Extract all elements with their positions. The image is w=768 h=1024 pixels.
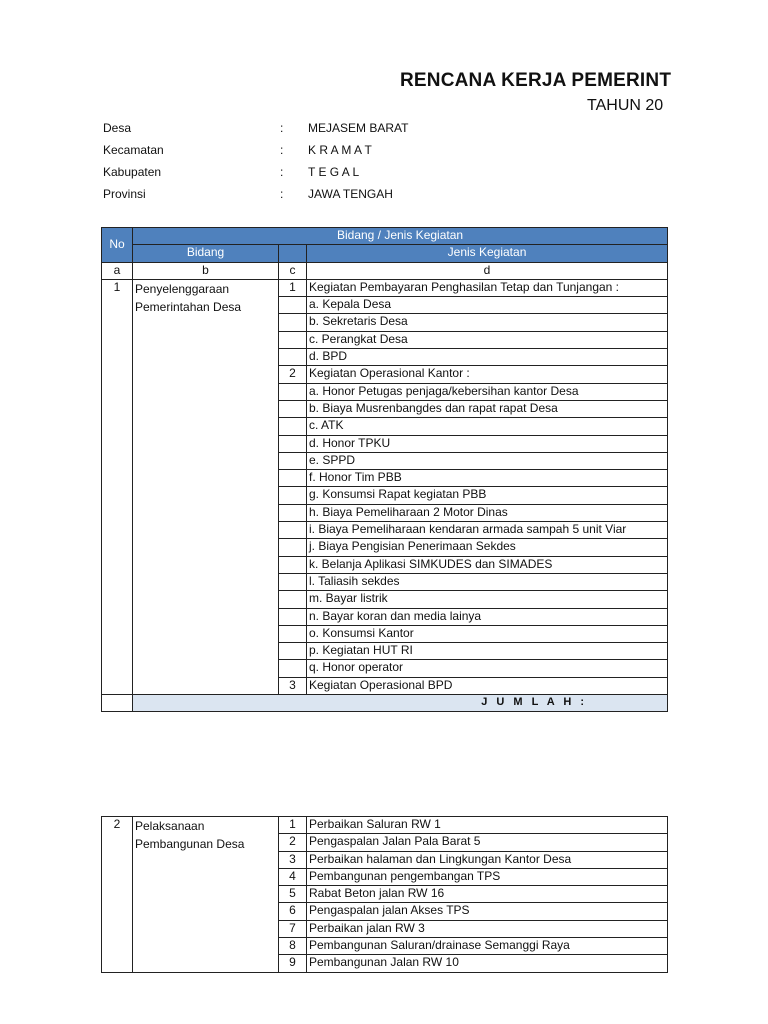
activity-name: Pengaspalan Jalan Pala Barat 5 [307,834,668,851]
meta-separator: : [280,187,284,201]
meta-label: Desa [103,121,132,135]
activity-number [279,660,307,677]
activity-number [279,487,307,504]
activity-number [279,643,307,660]
activity-number [279,418,307,435]
activity-number: 1 [279,279,307,296]
activity-number [279,556,307,573]
activity-name: Kegiatan Pembayaran Penghasilan Tetap dan Tunjangan : [307,279,668,296]
activity-number [279,608,307,625]
activity-name: c. Perangkat Desa [307,331,668,348]
activity-number: 8 [279,938,307,955]
activity-name: Perbaikan Saluran RW 1 [307,817,668,834]
activity-name: Pembangunan pengembangan TPS [307,868,668,885]
activity-name: p. Kegiatan HUT RI [307,643,668,660]
activity-number [279,522,307,539]
activity-name: m. Bayar listrik [307,591,668,608]
activity-name: q. Honor operator [307,660,668,677]
activity-number: 2 [279,366,307,383]
table-row [102,817,668,834]
row-number: 1 [102,279,133,694]
meta-value: T E G A L [308,165,360,179]
activity-name: Pembangunan Saluran/drainase Semanggi Raya [307,938,668,955]
activity-name: Perbaikan jalan RW 3 [307,920,668,937]
activity-number [279,435,307,452]
jumlah-label: J U M L A H : [133,695,668,712]
activity-number: 9 [279,955,307,972]
activity-number: 4 [279,868,307,885]
activity-name: n. Bayar koran dan media lainya [307,608,668,625]
activity-name: Kegiatan Operasional Kantor : [307,366,668,383]
activity-number [279,297,307,314]
header-group: Bidang / Jenis Kegiatan [133,228,668,245]
activity-name: l. Taliasih sekdes [307,573,668,590]
meta-value: JAWA TENGAH [308,187,393,201]
activity-name: a. Honor Petugas penjaga/kebersihan kantor Desa [307,383,668,400]
meta-value: K R A M A T [308,143,372,157]
activity-number: 6 [279,903,307,920]
meta-separator: : [280,121,284,135]
activity-number [279,400,307,417]
activity-number: 3 [279,677,307,694]
meta-separator: : [280,143,284,157]
bidang-name: Penyelenggaraan Pemerintahan Desa [133,279,279,694]
letter-d: d [307,262,668,279]
activity-number [279,452,307,469]
activity-name: f. Honor Tim PBB [307,470,668,487]
activity-table-section-2 [101,816,668,973]
activity-name: e. SPPD [307,452,668,469]
activity-number [279,383,307,400]
activity-number [279,349,307,366]
jumlah-blank [102,695,133,712]
meta-value: MEJASEM BARAT [308,121,409,135]
activity-number [279,504,307,521]
table-row [102,279,668,296]
activity-name: Rabat Beton jalan RW 16 [307,886,668,903]
activity-number [279,539,307,556]
meta-label: Provinsi [103,187,146,201]
activity-number: 3 [279,851,307,868]
activity-name: g. Konsumsi Rapat kegiatan PBB [307,487,668,504]
activity-number [279,573,307,590]
meta-separator: : [280,165,284,179]
bidang-name: Pelaksanaan Pembangunan Desa [133,817,279,973]
row-number: 2 [102,817,133,973]
activity-number: 7 [279,920,307,937]
activity-name: b. Biaya Musrenbangdes dan rapat rapat Desa [307,400,668,417]
activity-name: a. Kepala Desa [307,297,668,314]
activity-number [279,470,307,487]
activity-number [279,331,307,348]
activity-name: h. Biaya Pemeliharaan 2 Motor Dinas [307,504,668,521]
activity-name: j. Biaya Pengisian Penerimaan Sekdes [307,539,668,556]
activity-number: 5 [279,886,307,903]
activity-number [279,314,307,331]
meta-label: Kecamatan [103,143,164,157]
activity-name: Pembangunan Jalan RW 10 [307,955,668,972]
header-jenis: Jenis Kegiatan [307,245,668,262]
activity-number [279,591,307,608]
activity-name: Pengaspalan jalan Akses TPS [307,903,668,920]
document-subtitle: TAHUN 20 [587,97,664,114]
header-bidang: Bidang [133,245,279,262]
document-title: RENCANA KERJA PEMERINT [400,70,672,91]
meta-label: Kabupaten [103,165,162,179]
header-no: No [102,228,133,263]
activity-name: Perbaikan halaman dan Lingkungan Kantor Desa [307,851,668,868]
activity-number: 1 [279,817,307,834]
activity-name: Kegiatan Operasional BPD [307,677,668,694]
header-blank [279,245,307,262]
activity-number [279,625,307,642]
activity-name: c. ATK [307,418,668,435]
activity-name: i. Biaya Pemeliharaan kendaran armada sampah 5 unit Viar [307,522,668,539]
activity-name: k. Belanja Aplikasi SIMKUDES dan SIMADES [307,556,668,573]
activity-name: d. Honor TPKU [307,435,668,452]
activity-table-section-1 [101,227,668,712]
activity-number: 2 [279,834,307,851]
letter-b: b [133,262,279,279]
activity-name: o. Konsumsi Kantor [307,625,668,642]
activity-name: d. BPD [307,349,668,366]
activity-name: b. Sekretaris Desa [307,314,668,331]
letter-a: a [102,262,133,279]
letter-c: c [279,262,307,279]
